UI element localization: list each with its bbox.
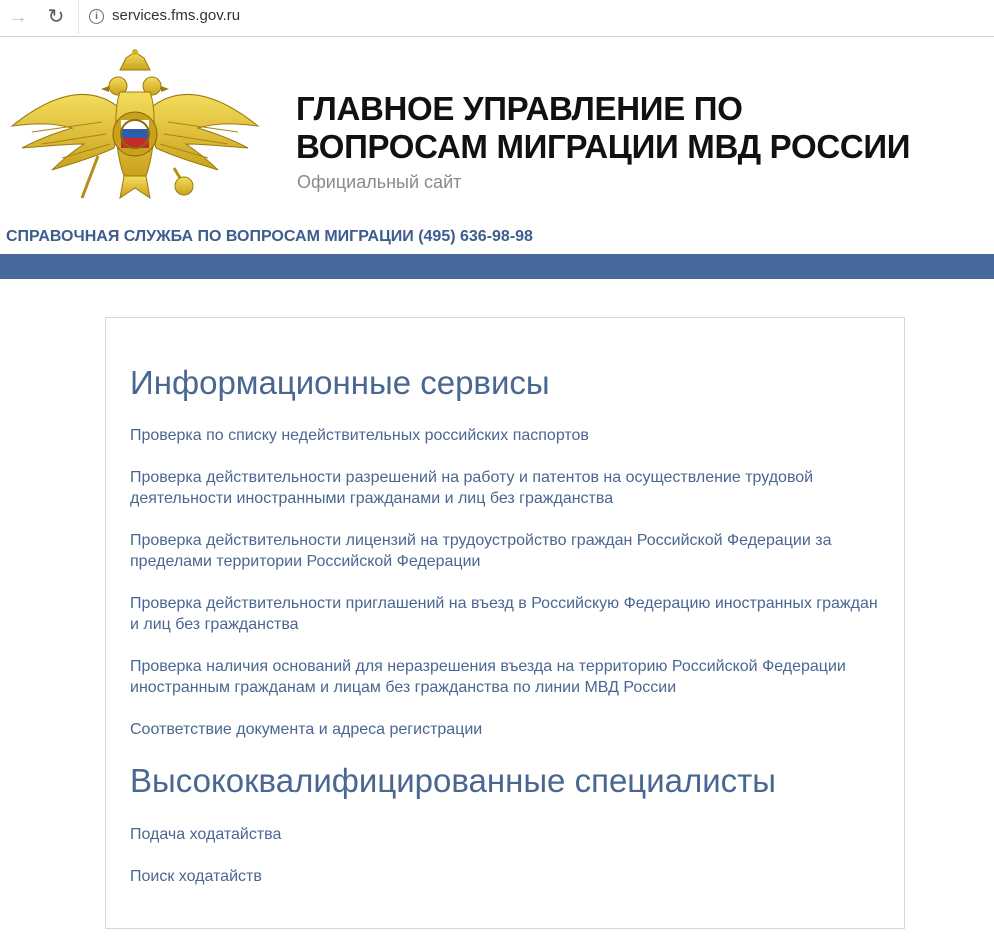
hotline-banner: СПРАВОЧНАЯ СЛУЖБА ПО ВОПРОСАМ МИГРАЦИИ (495) 636-98-98 (6, 228, 533, 245)
link-submit-petition[interactable]: Подача ходатайства (130, 826, 282, 843)
site-subtitle: Официальный сайт (297, 172, 462, 192)
link-invalid-passports[interactable]: Проверка по списку недействительных российских паспортов (130, 427, 589, 444)
address-bar[interactable] (78, 0, 994, 34)
mvd-emblem-logo (2, 48, 268, 210)
section-title-info-services: Информационные сервисы (130, 364, 550, 401)
info-icon[interactable]: i (89, 9, 104, 24)
link-entry-ban-check[interactable]: Проверка наличия оснований для неразрешения въезда на территорию Российской Федерации иностранным гражданам и лицам без гражданства по линии МВД России (130, 658, 846, 696)
link-work-permits[interactable]: Проверка действительности разрешений на работу и патентов на осуществление трудовой деятельности иностранными гражданами и лиц без гражданства (130, 469, 814, 507)
reload-icon[interactable]: ↻ (47, 6, 65, 28)
site-title: ГЛАВНОЕ УПРАВЛЕНИЕ ПО ВОПРОСАМ МИГРАЦИИ МВД РОССИИ (296, 90, 911, 165)
services-panel (105, 317, 905, 929)
link-search-petitions[interactable]: Поиск ходатайств (130, 868, 262, 885)
link-document-address-match[interactable]: Соответствие документа и адреса регистрации (130, 721, 483, 738)
url-text[interactable]: services.fms.gov.ru (112, 7, 241, 24)
link-employment-licenses[interactable]: Проверка действительности лицензий на трудоустройство граждан Российской Федерации за пределами территории Российской Федерации (130, 532, 832, 570)
forward-arrow-icon[interactable]: → (8, 6, 28, 28)
header-divider-band (0, 254, 994, 279)
browser-toolbar (0, 0, 994, 37)
link-invitations[interactable]: Проверка действительности приглашений на въезд в Российскую Федерацию иностранных граждан и лиц без гражданства (130, 595, 878, 633)
section-title-specialists: Высококвалифицированные специалисты (130, 762, 777, 799)
